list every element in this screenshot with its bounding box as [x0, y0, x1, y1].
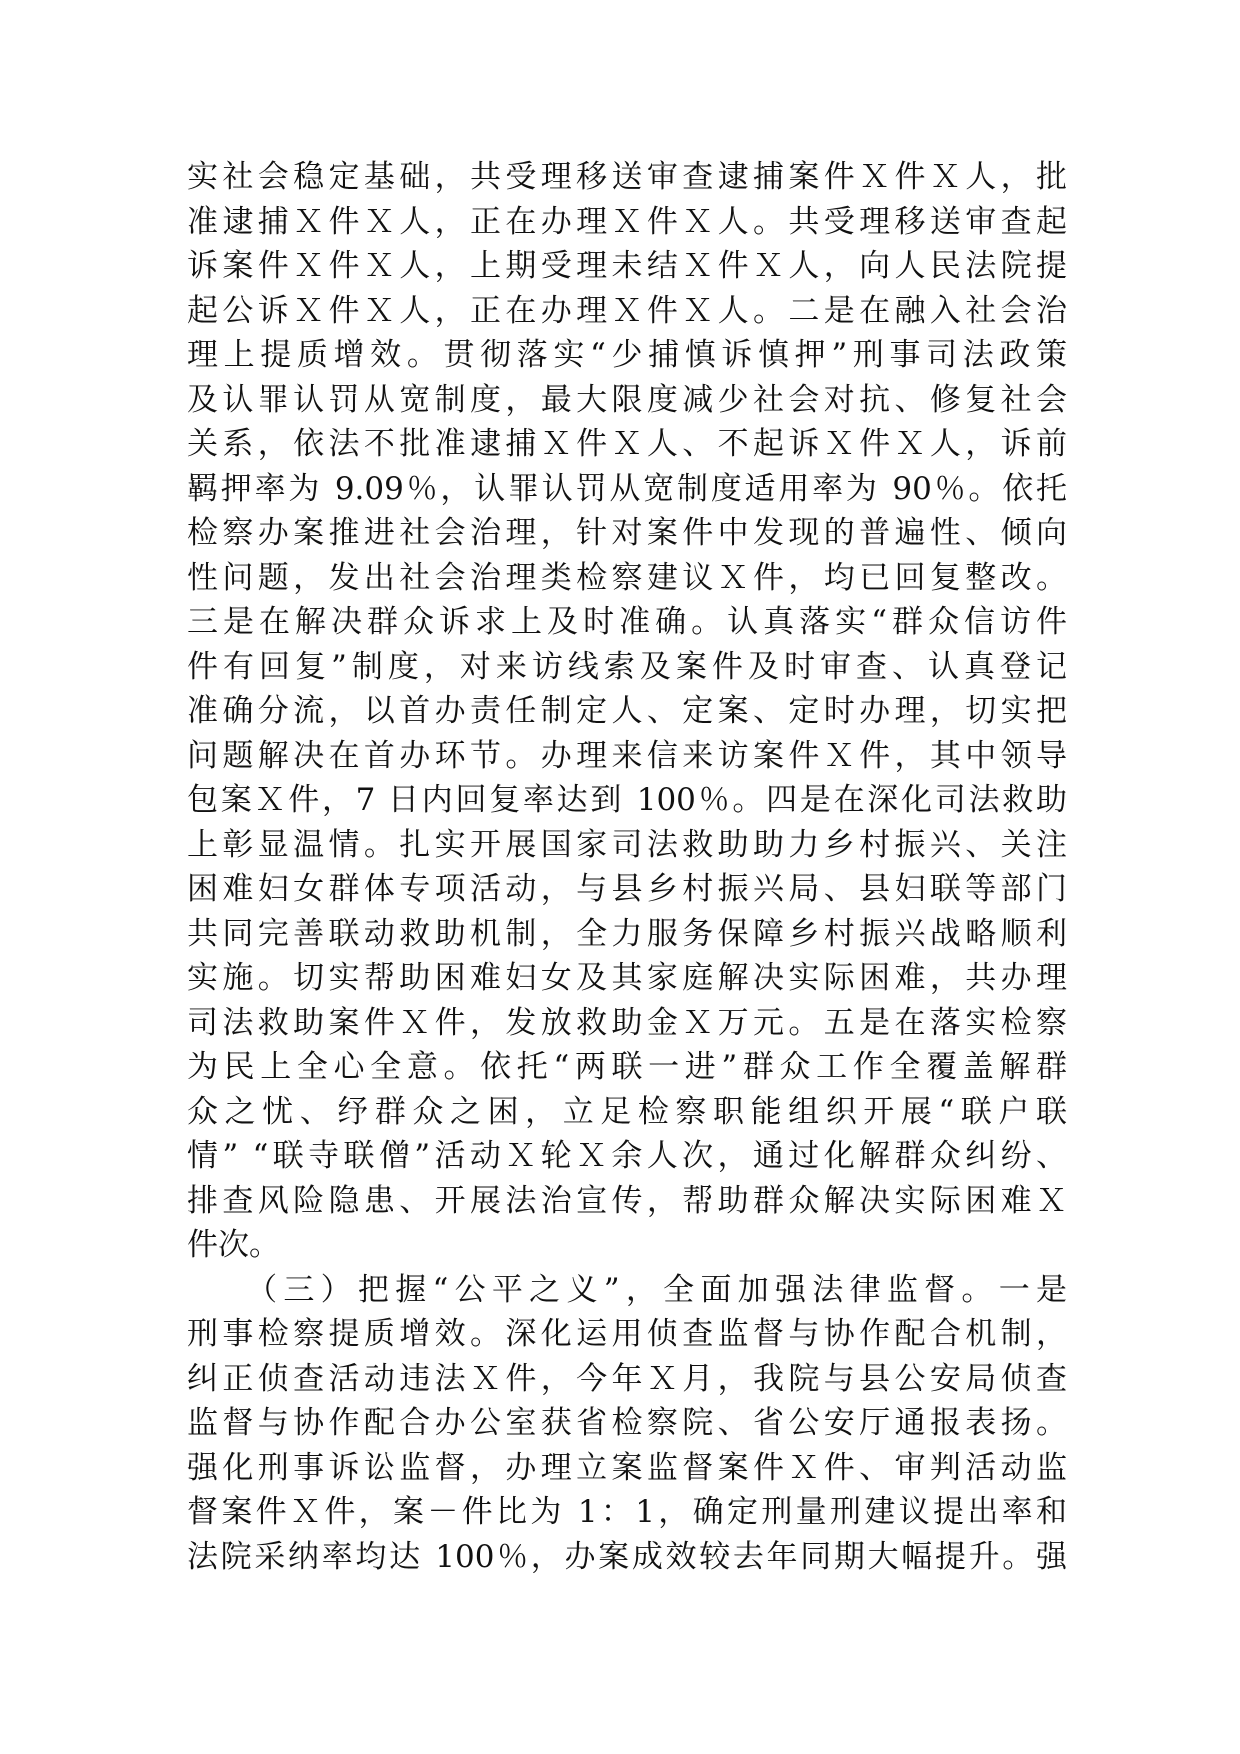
text-line: 困难妇女群体专项活动，与县乡村振兴局、县妇联等部门 [187, 871, 1067, 907]
text-line: 及认罪认罚从宽制度，最大限度减少社会对抗、修复社会 [187, 381, 1067, 418]
text-line: 监督与协作配合办公室获省检察院、省公安厅通报表扬。 [187, 1405, 1067, 1441]
text-line: 羁押率为 9.09％，认罪认罚从宽制度适用率为 90％。依托 [187, 470, 1067, 507]
text-line: 包案Ｘ件，7 日内回复率达到 100％。四是在深化司法救助 [187, 782, 1067, 818]
text-line: 共同完善联动救助机制，全力服务保障乡村振兴战略顺利 [187, 915, 1067, 952]
text-line: 问题解决在首办环节。办理来信来访案件Ｘ件，其中领导 [187, 737, 1067, 774]
text-line: 司法救助案件Ｘ件，发放救助金Ｘ万元。五是在落实检察 [187, 1004, 1067, 1041]
text-line: 为民上全心全意。依托“两联一进”群众工作全覆盖解群 [187, 1049, 1067, 1085]
text-line: 情” “联寺联僧”活动Ｘ轮Ｘ余人次，通过化解群众纠纷、 [187, 1138, 1067, 1174]
text-line: 理上提质增效。贯彻落实“少捕慎诉慎押”刑事司法政策 [187, 337, 1067, 373]
text-line: 关系，依法不批准逮捕Ｘ件Ｘ人、不起诉Ｘ件Ｘ人，诉前 [187, 426, 1067, 462]
text-line: 准逮捕Ｘ件Ｘ人，正在办理Ｘ件Ｘ人。共受理移送审查起 [187, 203, 1067, 240]
text-line: 众之忧、纾群众之困，立足检察职能组织开展“联户联 [187, 1093, 1067, 1130]
text-line: 实施。切实帮助困难妇女及其家庭解决实际困难，共办理 [187, 960, 1067, 996]
body-text [187, 155, 1067, 1579]
text-line: 诉案件Ｘ件Ｘ人，上期受理未结Ｘ件Ｘ人，向人民法院提 [187, 248, 1067, 284]
text-line: 三是在解决群众诉求上及时准确。认真落实“群众信访件 [187, 604, 1067, 640]
text-line: 起公诉Ｘ件Ｘ人，正在办理Ｘ件Ｘ人。二是在融入社会治 [187, 292, 1067, 329]
text-line: 性问题，发出社会治理类检察建议Ｘ件，均已回复整改。 [187, 559, 1067, 596]
text-line: 实社会稳定基础，共受理移送审查逮捕案件Ｘ件Ｘ人，批 [187, 159, 1067, 195]
text-line: 排查风险隐患、开展法治宣传，帮助群众解决实际困难Ｘ [187, 1182, 1067, 1219]
text-line: 法院采纳率均达 100％，办案成效较去年同期大幅提升。强 [187, 1538, 1067, 1575]
text-line: （三）把握“公平之义”，全面加强法律监督。一是 [187, 1271, 1067, 1308]
text-line: 件有回复”制度，对来访线索及案件及时审查、认真登记 [187, 648, 1067, 685]
text-line: 刑事检察提质增效。深化运用侦查监督与协作配合机制， [187, 1316, 1067, 1352]
text-line: 检察办案推进社会治理，针对案件中发现的普遍性、倾向 [187, 515, 1067, 551]
text-line: 准确分流，以首办责任制定人、定案、定时办理，切实把 [187, 693, 1067, 729]
text-line: 件次。 [187, 1227, 280, 1263]
text-line: 纠正侦查活动违法Ｘ件，今年Ｘ月，我院与县公安局侦查 [187, 1360, 1067, 1397]
text-line: 督案件Ｘ件，案－件比为 1：1，确定刑量刑建议提出率和 [187, 1494, 1067, 1530]
text-line: 强化刑事诉讼监督，办理立案监督案件Ｘ件、审判活动监 [187, 1449, 1067, 1486]
text-line: 上彰显温情。扎实开展国家司法救助助力乡村振兴、关注 [187, 826, 1067, 863]
